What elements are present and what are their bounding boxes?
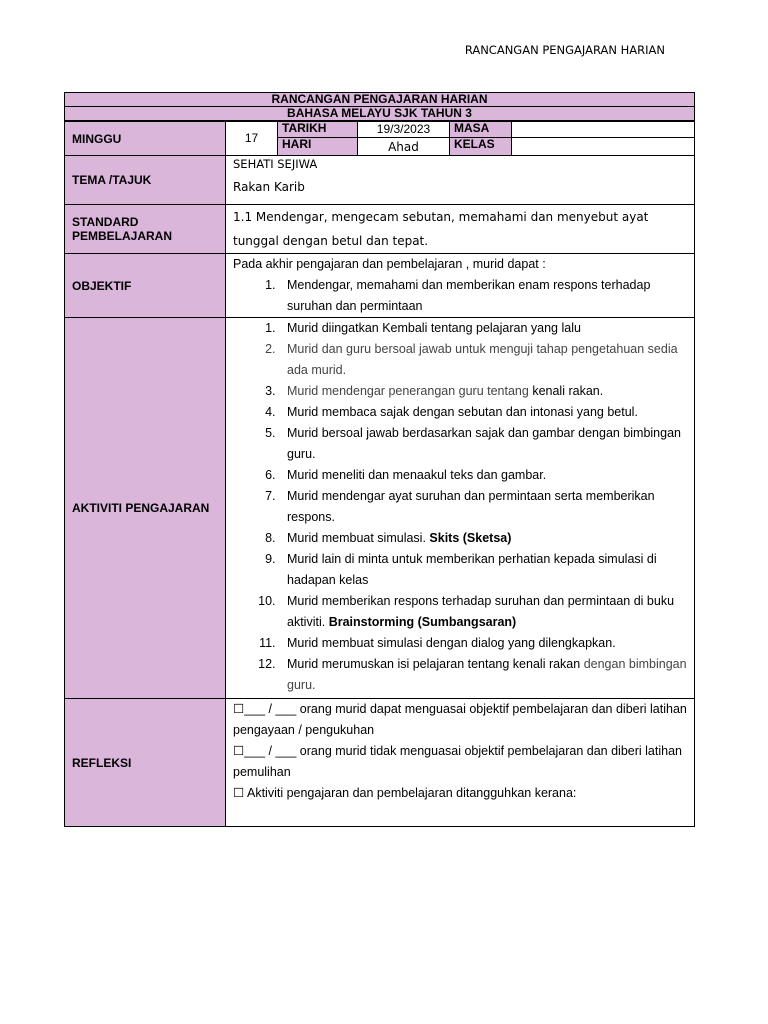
aktiviti-content	[225, 317, 695, 699]
refleksi-label: REFLEKSI	[64, 698, 226, 827]
aktiviti-list	[233, 318, 687, 696]
minggu-value: 17	[225, 121, 278, 156]
refleksi-line-3: ☐ Aktiviti pengajaran dan pembelajaran ditangguhkan kerana:	[233, 786, 577, 800]
table-subtitle: BAHASA MELAYU SJK TAHUN 3	[64, 106, 695, 121]
aktiviti-item-10	[279, 591, 687, 633]
page-header: RANCANGAN PENGAJARAN HARIAN	[464, 43, 665, 57]
tarikh-value: 19/3/2023	[357, 121, 450, 138]
aktiviti-item-4: 4. Murid membaca sajak dengan sebutan dan intonasi yang betul.	[279, 402, 687, 423]
kelas-value	[511, 137, 695, 156]
aktiviti-item-3	[279, 381, 687, 402]
standard-content: 1.1 Mendengar, mengecam sebutan, memahami dan menyebut ayat tunggal dengan betul dan tepat.	[225, 204, 695, 254]
hari-value: Ahad	[357, 137, 450, 156]
aktiviti-item-11: 11. Murid membuat simulasi dengan dialog yang dilengkapkan.	[279, 633, 687, 654]
aktiviti-item-7: 7. Murid mendengar ayat suruhan dan permintaan serta memberikan respons.	[279, 486, 687, 528]
tema-label: TEMA /TAJUK	[64, 155, 226, 205]
objektif-intro: Pada akhir pengajaran dan pembelajaran , murid dapat :	[233, 257, 546, 271]
hari-label: HARI	[277, 137, 358, 156]
aktiviti-item-8-bold: Skits (Sketsa)	[429, 531, 512, 545]
aktiviti-item-8-text: Murid membuat simulasi.	[287, 531, 430, 545]
objektif-label: OBJEKTIF	[64, 253, 226, 318]
aktiviti-item-2: 2. Murid dan guru bersoal jawab untuk menguji tahap pengetahuan sedia ada murid.	[279, 339, 687, 381]
aktiviti-item-12	[279, 654, 687, 696]
minggu-label: MINGGU	[64, 121, 226, 156]
aktiviti-label: AKTIVITI PENGAJARAN	[64, 317, 226, 699]
standard-label: STANDARD PEMBELAJARAN	[64, 204, 226, 254]
tarikh-label: TARIKH	[277, 121, 358, 138]
kelas-label: KELAS	[449, 137, 512, 156]
tema-line1: SEHATI SEJIWA	[233, 157, 318, 171]
objektif-item: 1. Mendengar, memahami dan memberikan enam respons terhadap suruhan dan permintaan	[279, 275, 687, 317]
aktiviti-item-5: 5. Murid bersoal jawab berdasarkan sajak dan gambar dengan bimbingan guru.	[279, 423, 687, 465]
aktiviti-item-8	[279, 528, 687, 549]
tema-line2: Rakan Karib	[233, 180, 305, 194]
masa-value	[511, 121, 695, 138]
aktiviti-item-10-bold: Brainstorming (Sumbangsaran)	[328, 615, 517, 629]
objektif-content	[225, 253, 695, 318]
aktiviti-item-9: 9. Murid lain di minta untuk memberikan perhatian kepada simulasi di hadapan kelas	[279, 549, 687, 591]
aktiviti-item-3-text: Murid mendengar penerangan guru tentang	[287, 384, 529, 398]
refleksi-line-1: ☐___ / ___ orang murid dapat menguasai objektif pembelajaran dan diberi latihan pengayaan / pengukuhan	[233, 702, 687, 737]
aktiviti-item-6: 6. Murid meneliti dan menaakul teks dan gambar.	[279, 465, 687, 486]
aktiviti-item-3-tail: kenali rakan.	[528, 384, 604, 398]
tema-content	[225, 155, 695, 205]
objektif-list	[233, 275, 687, 317]
aktiviti-item-12-text: Murid merumuskan isi pelajaran tentang kenali rakan	[287, 657, 581, 671]
masa-label: MASA	[449, 121, 512, 138]
refleksi-line-2: ☐___ / ___ orang murid tidak menguasai objektif pembelajaran dan diberi latihan pemulihan	[233, 744, 682, 779]
aktiviti-item-1: 1. Murid diingatkan Kembali tentang pelajaran yang lalu	[279, 318, 687, 339]
aktiviti-item-12-tail: dengan bimbingan guru.	[287, 657, 687, 692]
table-title: RANCANGAN PENGAJARAN HARIAN	[64, 92, 695, 107]
refleksi-content	[225, 698, 695, 827]
aktiviti-item-10-text: Murid memberikan respons terhadap suruhan dan permintaan di buku aktiviti.	[287, 594, 675, 629]
